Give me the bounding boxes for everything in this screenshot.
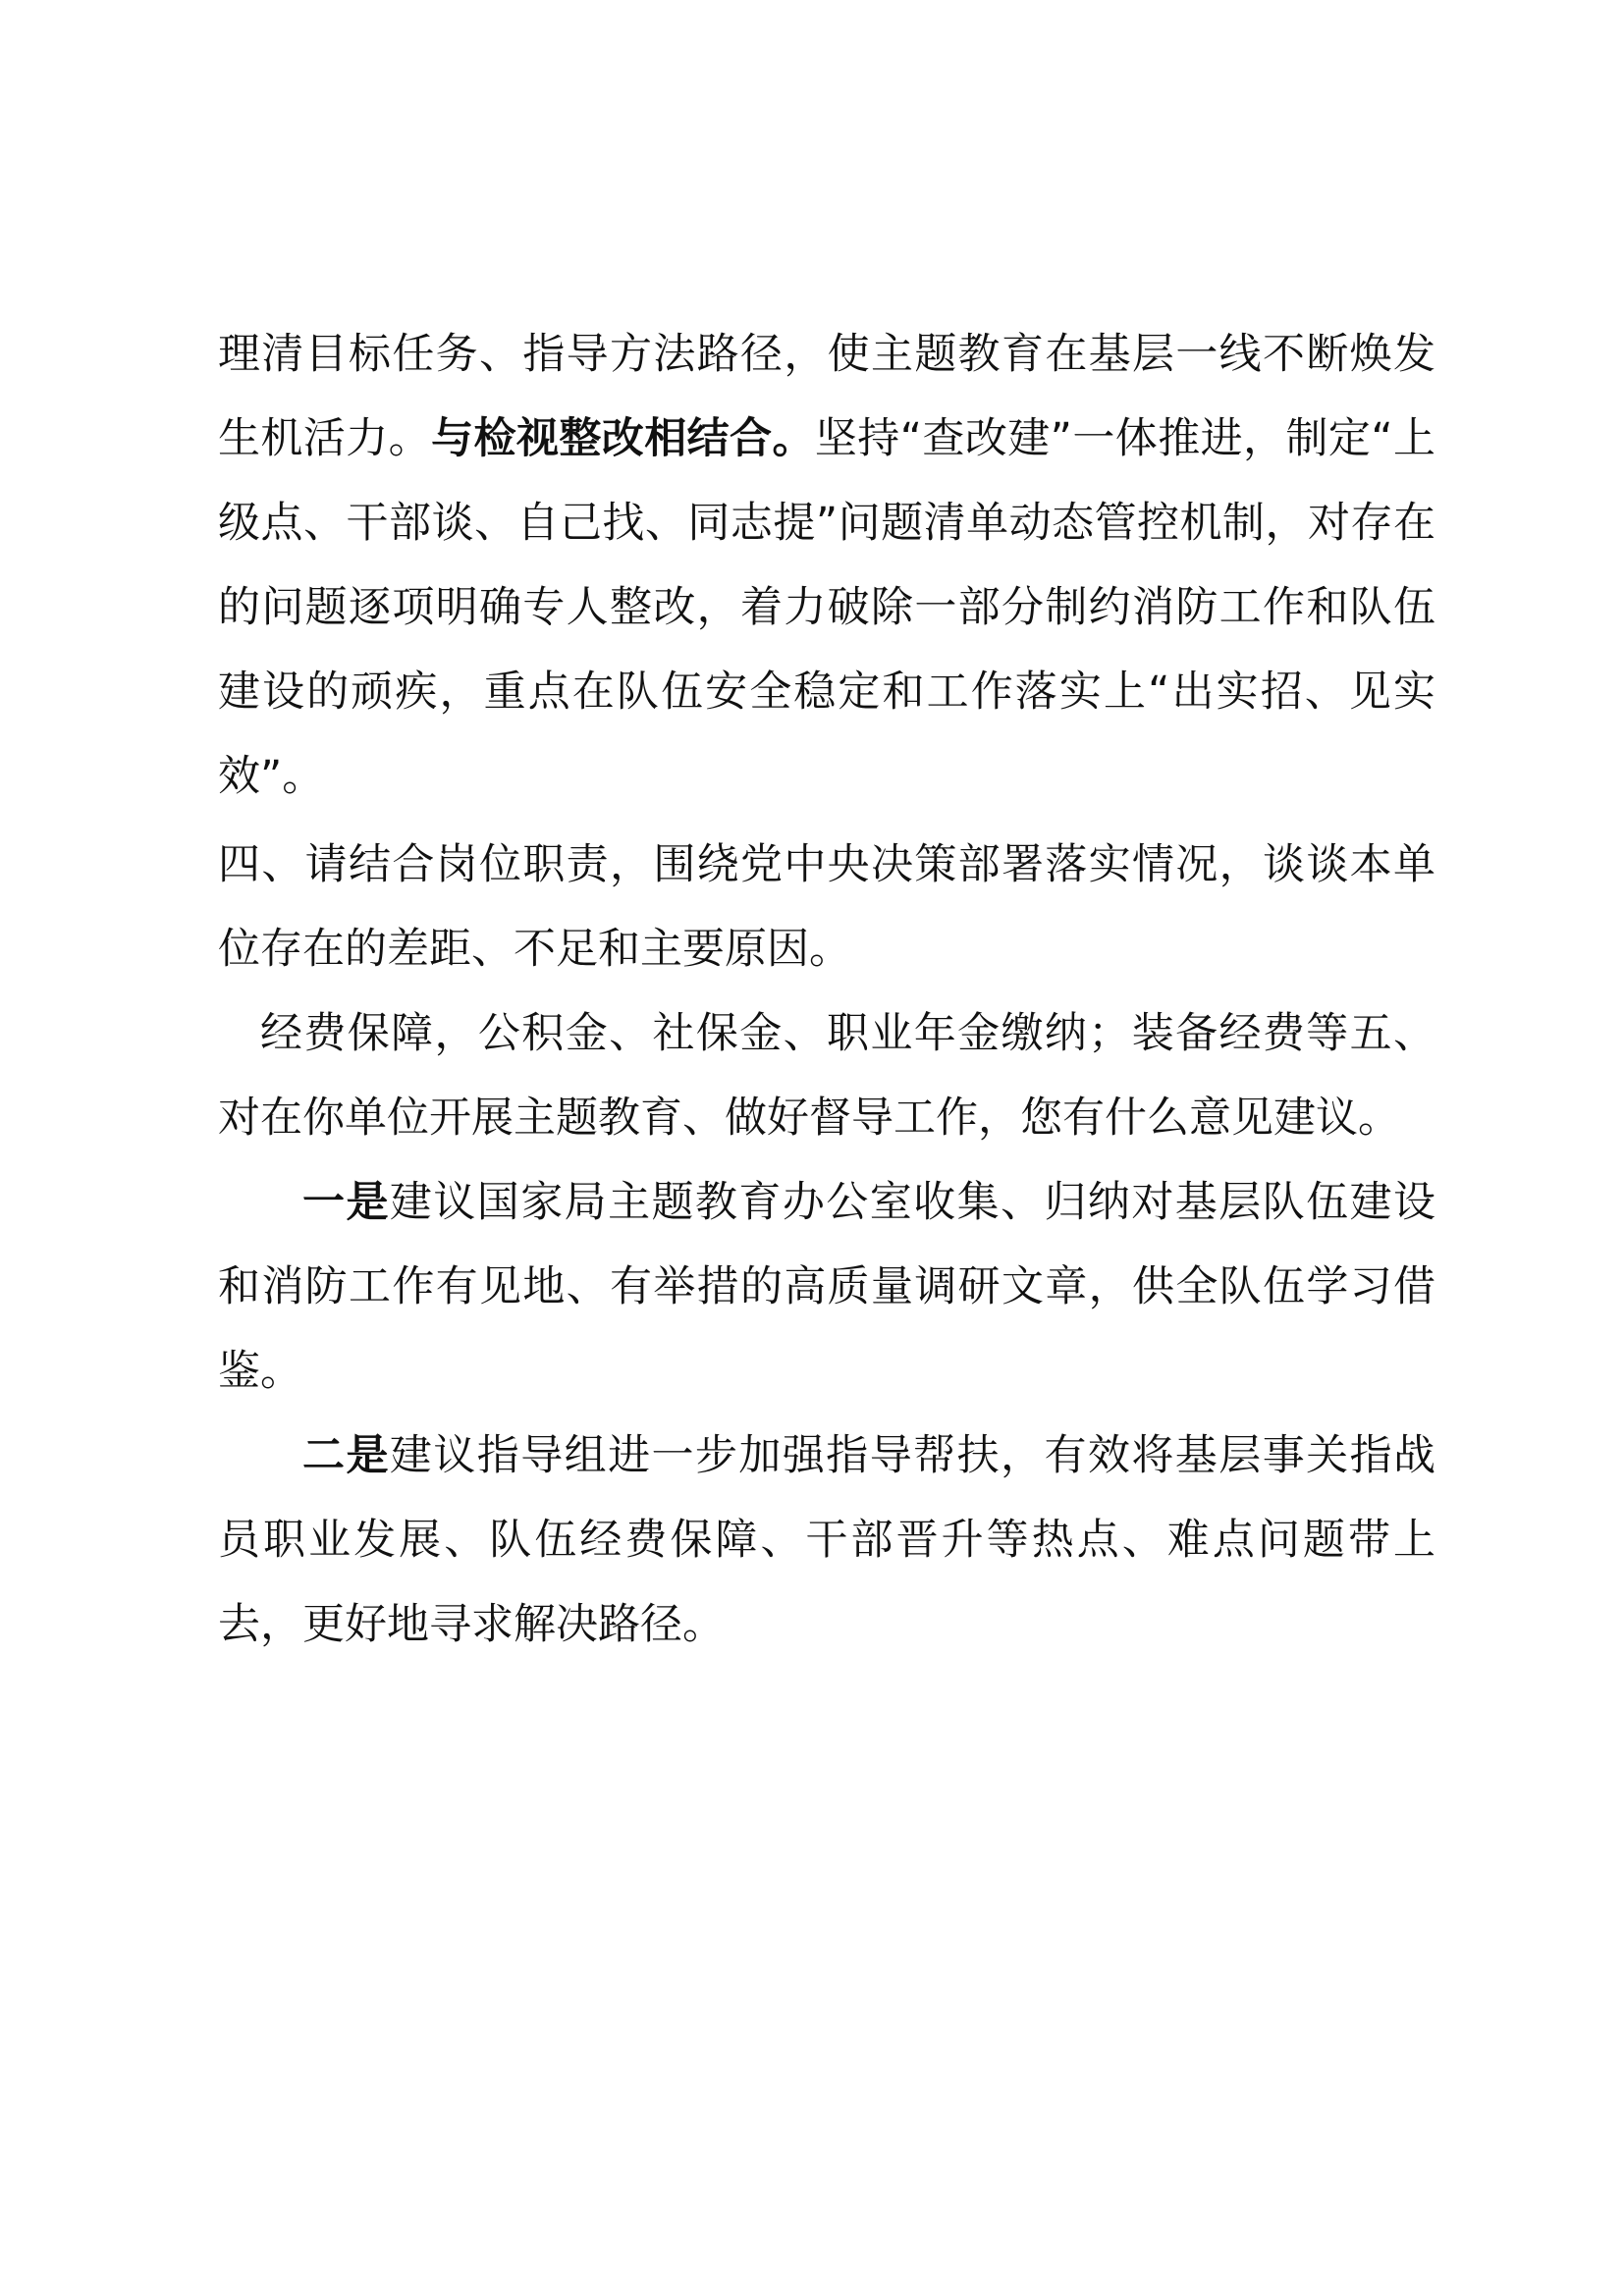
suggestion-label: 二是 [302,1431,390,1480]
document-body [218,312,1435,1667]
suggestion-text: 建议指导组进一步加强指导帮扶，有效将基层事关指战员职业发展、队伍经费保障、干部晋升等热点、难点问题带上去，更好地寻求解决路径。 [218,1431,1436,1649]
suggestion-label: 一是 [302,1178,390,1227]
suggestion-two [218,1414,1435,1667]
paragraph-text: 坚持“查改建”一体推进，制定“上级点、干部谈、自己找、同志提”问题清单动态管控机制，对存在的问题逐项明确专人整改，着力破除一部分制约消防工作和队伍建设的顽疾，重点在队伍安全稳定和工作落实上“出实招、见实效”。 [218,414,1436,801]
paragraph-review-rectification [218,312,1435,819]
paragraph-text: 理清目标任务、指导方法路径，使主题教育在基层一线不断焕发生机活力。 [218,330,1435,463]
suggestion-one [218,1160,1435,1414]
question-text: 四、请结合岗位职责，围绕党中央决策部署落实情况，谈谈本单位存在的差距、不足和主要原因。 [218,840,1435,974]
paragraph-text: 经费保障，公积金、社保金、职业年金缴纳；装备经费等五、对在你单位开展主题教育、做好督导工作，您有什么意见建议。 [218,1009,1435,1143]
suggestion-text: 建议国家局主题教育办公室收集、归纳对基层队伍建设和消防工作有见地、有举措的高质量调研文章，供全队伍学习借鉴。 [218,1178,1436,1396]
paragraph-funding [218,991,1435,1160]
question-four [218,823,1435,991]
bold-heading-review-rectification: 与检视整改相结合。 [431,414,815,463]
